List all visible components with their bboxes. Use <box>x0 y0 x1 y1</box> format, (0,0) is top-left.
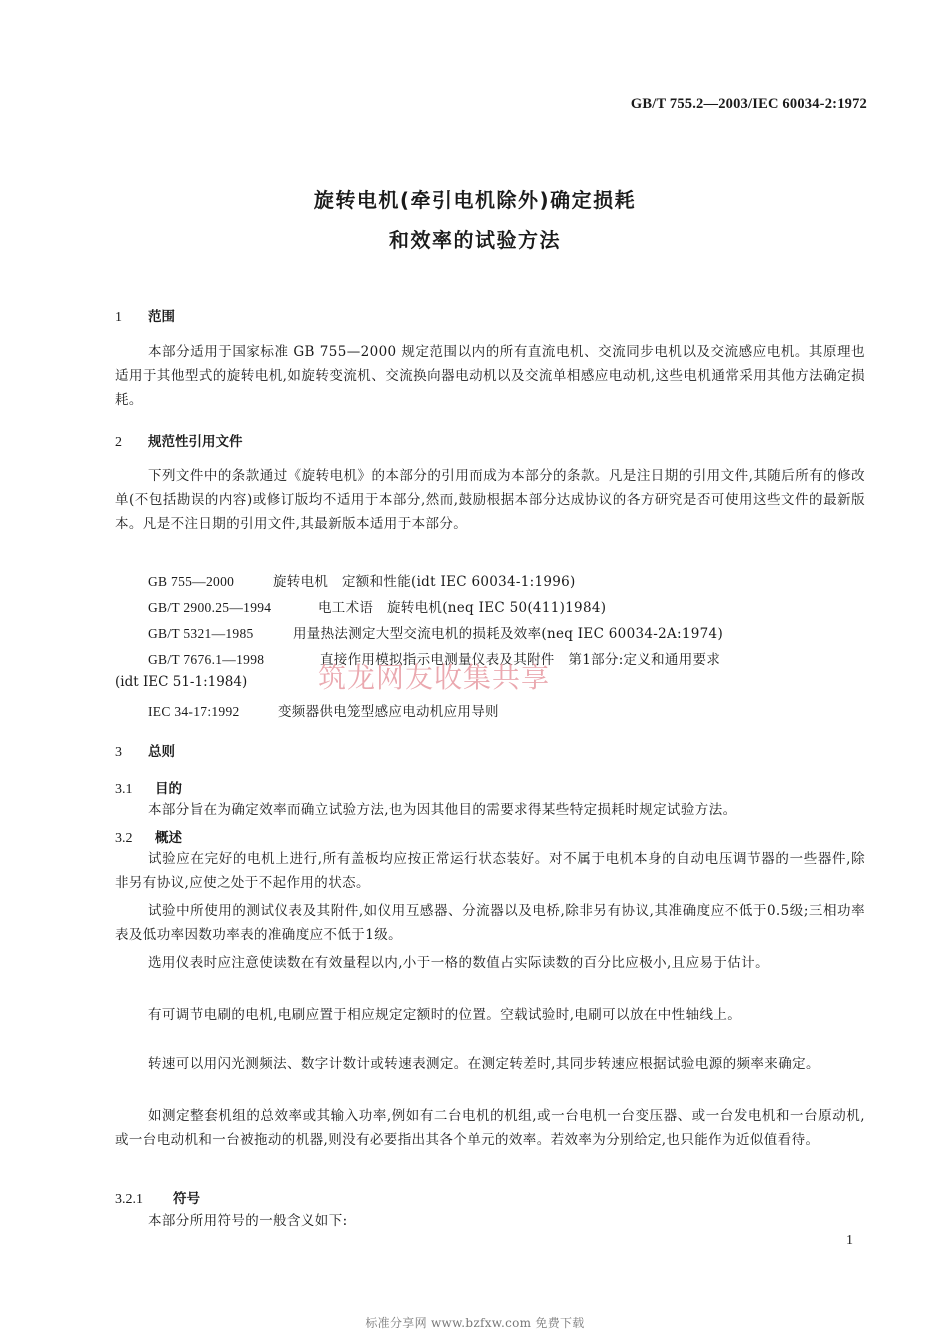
section-title: 总则 <box>148 744 175 760</box>
footer-source-text: 标准分享网 www.bzfxw.com 免费下载 <box>365 1316 585 1330</box>
section-number: 1 <box>115 310 122 325</box>
overview-paragraph: 试验中所使用的测试仪表及其附件,如仪用互感器、分流器以及电桥,除非另有协议,其准确度应不低于0.5级;三相功率表及低功率因数功率表的准确度应不低于1级。 <box>115 903 865 943</box>
document-title-line2: 和效率的试验方法 <box>389 228 561 252</box>
reference-item <box>148 700 499 720</box>
section-2-heading <box>115 430 243 451</box>
overview-paragraph: 转速可以用闪光测频法、数字计数计或转速表测定。在测定转差时,其同步转速应根据试验电源的频率来确定。 <box>148 1056 820 1072</box>
subsection-number: 3.1 <box>115 782 133 797</box>
reference-title: 用量热法测定大型交流电机的损耗及效率(neq IEC 60034-2A:1974) <box>293 626 724 642</box>
section-title: 范围 <box>148 309 175 325</box>
subsection-3-2-1-heading <box>115 1187 200 1208</box>
subsection-number: 3.2.1 <box>115 1192 143 1207</box>
reference-code: GB 755—2000 <box>148 574 235 589</box>
subsection-number: 3.2 <box>115 831 133 846</box>
reference-title: 旋转电机 定额和性能(idt IEC 60034-1:1996) <box>273 574 576 590</box>
subsection-title: 目的 <box>155 781 182 797</box>
subsection-3-1-paragraph: 本部分旨在为确定效率而确立试验方法,也为因其他目的需要求得某些特定损耗时规定试验方法。 <box>148 802 737 818</box>
reference-title: 变频器供电笼型感应电动机应用导则 <box>278 704 499 720</box>
subsection-3-1-heading <box>115 777 182 798</box>
section-1-heading <box>115 305 175 326</box>
reference-code: IEC 34-17:1992 <box>148 704 240 719</box>
overview-paragraph: 试验应在完好的电机上进行,所有盖板均应按正常运行状态装好。对不属于电机本身的自动电压调节器的一些器件,除非另有协议,应使之处于不起作用的状态。 <box>115 851 865 891</box>
document-title-line1: 旋转电机(牵引电机除外)确定损耗 <box>313 188 637 212</box>
reference-code: GB/T 5321—1985 <box>148 626 254 641</box>
overview-paragraph: 有可调节电刷的电机,电刷应置于相应规定定额时的位置。空载试验时,电刷可以放在中性轴线上。 <box>148 1007 742 1023</box>
reference-item <box>148 596 606 616</box>
reference-continuation: (idt IEC 51-1:1984) <box>115 674 248 690</box>
overview-paragraph: 如测定整套机组的总效率或其输入功率,例如有二台电机的机组,或一台电机一台变压器、或一台发电机和一台原动机,或一台电动机和一台被拖动的机器,则没有必要指出其各个单元的效率。若效率为分别给定,也只能作为近似值看待。 <box>115 1108 865 1148</box>
subsection-3-2-heading <box>115 826 182 847</box>
section-3-heading <box>115 740 175 761</box>
subsection-title: 符号 <box>173 1191 200 1207</box>
reference-item <box>148 570 576 590</box>
reference-code: GB/T 7676.1—1998 <box>148 652 265 667</box>
symbols-intro-paragraph: 本部分所用符号的一般含义如下: <box>148 1213 348 1229</box>
reference-title: 电工术语 旋转电机(neq IEC 50(411)1984) <box>318 600 607 616</box>
section-number: 2 <box>115 435 122 450</box>
section-title: 规范性引用文件 <box>148 434 243 450</box>
watermark-text: 筑龙网友收集共享 <box>318 661 551 694</box>
reference-item <box>148 622 723 642</box>
overview-paragraph: 选用仪表时应注意使读数在有效量程以内,小于一格的数值占实际读数的百分比应极小,且应易于估计。 <box>148 955 769 971</box>
section-1-paragraph: 本部分适用于国家标准 GB 755—2000 规定范围以内的所有直流电机、交流同步电机以及交流感应电机。其原理也适用于其他型式的旋转电机,如旋转变流机、交流换向器电动机以及交流单相感应电动机,这些电机通常采用其他方法确定损耗。 <box>115 344 865 408</box>
reference-code: GB/T 2900.25—1994 <box>148 600 272 615</box>
reference-title: 直接作用模拟指示电测量仪表及其附件 第1部分:定义和通用要求 <box>320 652 721 668</box>
subsection-title: 概述 <box>155 830 182 846</box>
section-2-paragraph: 下列文件中的条款通过《旋转电机》的本部分的引用而成为本部分的条款。凡是注日期的引用文件,其随后所有的修改单(不包括勘误的内容)或修订版均不适用于本部分,然而,鼓励根据本部分达成协议的各方研究是否可使用这些文件的最新版本。凡是不注日期的引用文件,其最新版本适用于本部分。 <box>115 468 865 532</box>
page-number: 1 <box>846 1233 853 1248</box>
section-number: 3 <box>115 745 122 760</box>
standard-code-header: GB/T 755.2—2003/IEC 60034-2:1972 <box>630 96 867 112</box>
